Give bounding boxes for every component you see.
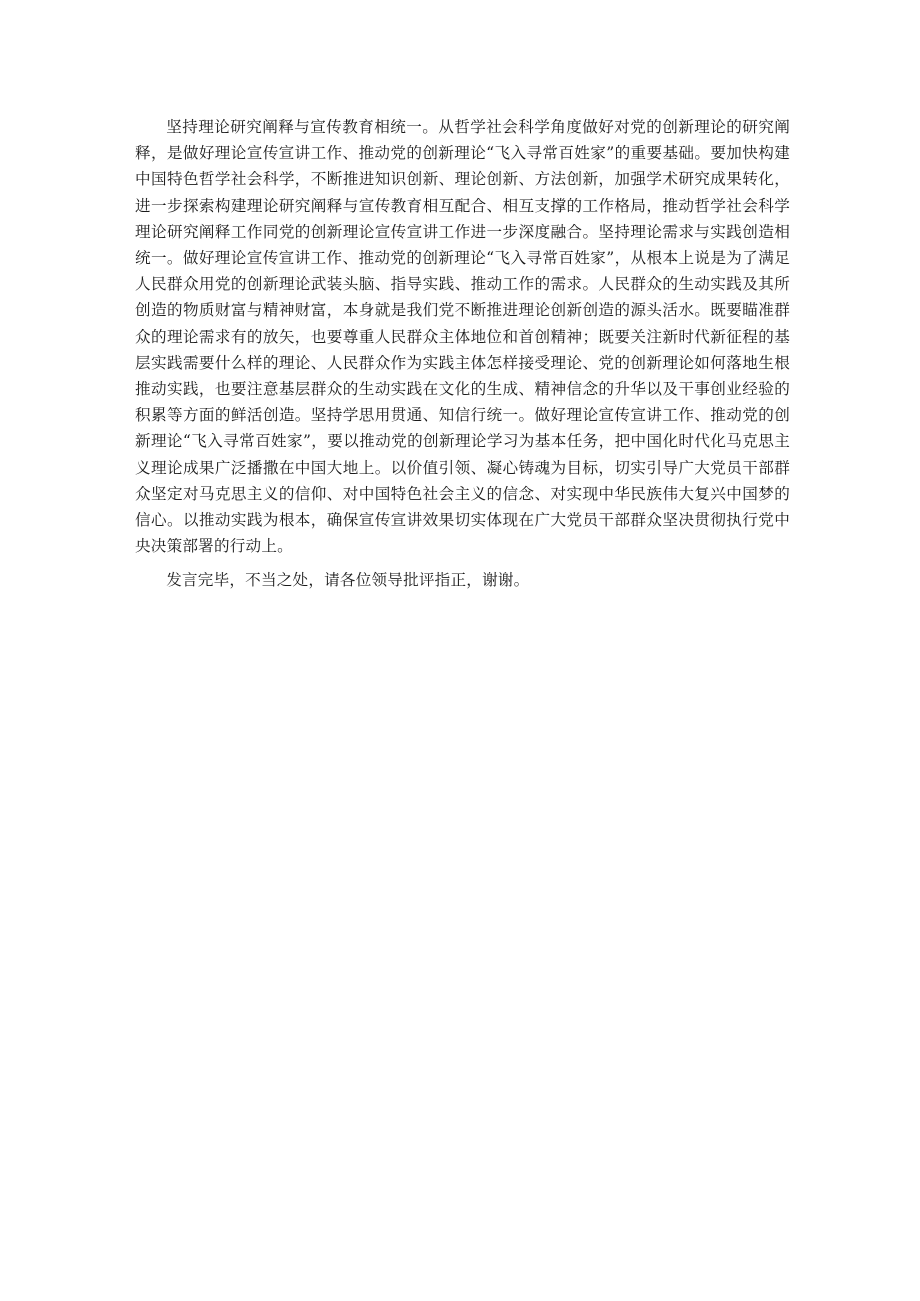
body-paragraph: 坚持理论研究阐释与宣传教育相统一。从哲学社会科学角度做好对党的创新理论的研究阐释，是做好理论宣传宣讲工作、推动党的创新理论“飞入寻常百姓家”的重要基础。要加快构建中国特色哲学社会科学，不断推进知识创新、理论创新、方法创新，加强学术研究成果转化，进一步探索构建理论研究阐释与宣传教育相互配合、相互支撑的工作格局，推动哲学社会科学理论研究阐释工作同党的创新理论宣传宣讲工作进一步深度融合。坚持理论需求与实践创造相统一。做好理论宣传宣讲工作、推动党的创新理论“飞入寻常百姓家”，从根本上说是为了满足人民群众用党的创新理论武装头脑、指导实践、推动工作的需求。人民群众的生动实践及其所创造的物质财富与精神财富，本身就是我们党不断推进理论创新创造的源头活水。既要瞄准群众的理论需求有的放矢，也要尊重人民群众主体地位和首创精神；既要关注新时代新征程的基层实践需要什么样的理论、人民群众作为实践主体怎样接受理论、党的创新理论如何落地生根推动实践，也要注意基层群众的生动实践在文化的生成、精神信念的升华以及干事创业经验的积累等方面的鲜活创造。坚持学思用贯通、知信行统一。做好理论宣传宣讲工作、推动党的创新理论“飞入寻常百姓家”，要以推动党的创新理论学习为基本任务，把中国化时代化马克思主义理论成果广泛播撒在中国大地上。以价值引领、凝心铸魂为目标，切实引导广大党员干部群众坚定对马克思主义的信仰、对中国特色社会主义的信念、对实现中华民族伟大复兴中国梦的信心。以推动实践为根本，确保宣传宣讲效果切实体现在广大党员干部群众坚决贯彻执行党中央决策部署的行动上。 (135, 118, 790, 556)
closing-paragraph: 发言完毕，不当之处，请各位领导批评指正，谢谢。 (166, 571, 530, 590)
document-body (135, 114, 790, 594)
